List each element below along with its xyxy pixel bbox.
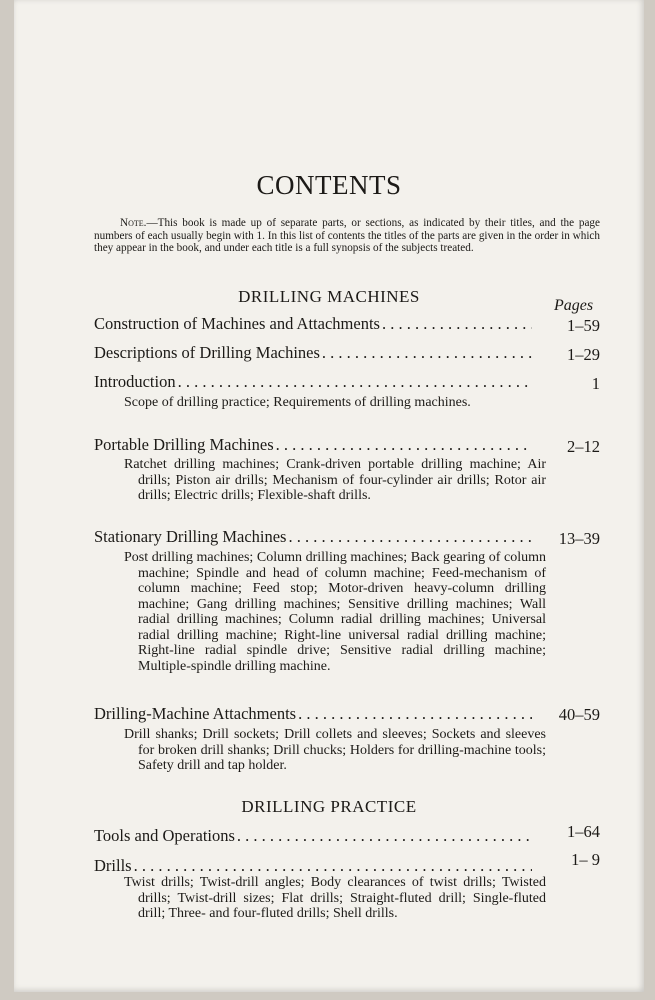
pages-column-label: Pages	[554, 297, 594, 314]
toc-entry-title: Drilling-Machine Attachments	[94, 704, 297, 723]
toc-entry-introduction[interactable]	[94, 372, 532, 392]
toc-entry-title: Descriptions of Drilling Machines	[94, 343, 320, 362]
dot-leader	[134, 856, 532, 876]
toc-entry-synopsis: Ratchet drilling machines; Crank-driven portable drilling machine; Air drills; Piston air drills; Mechanism of four-cylinder air drills; Rotor air drills; Electric drills; Flexible-shaft drills.	[124, 457, 546, 503]
toc-entry-pages: 13–39	[558, 529, 600, 548]
section-heading-drilling-machines: DRILLING MACHINES	[238, 287, 420, 306]
dot-leader	[298, 704, 532, 724]
note-text: —This book is made up of separate parts, or sections, as indicated by their titles, and the page numbers of each usually begin with 1. In this list of contents the titles of the parts are given in the order in which they appear in the book, and under each title is a full synopsis of the subjects treated.	[94, 217, 600, 254]
toc-entry-title: Introduction	[94, 372, 176, 391]
toc-entry-synopsis: Twist drills; Twist-drill angles; Body clearances of twist drills; Twisted drills; Twist-drill sizes; Flat drills; Straight-fluted drill; Single-fluted drill; Three- and four-fluted drills; Shell drills.	[124, 875, 546, 921]
toc-entry-title: Tools and Operations	[94, 826, 235, 845]
note-lead: Note.	[120, 217, 147, 229]
dot-leader	[237, 826, 532, 846]
dot-leader	[276, 435, 532, 455]
toc-entry-pages: 1–64	[567, 822, 600, 841]
section-heading-drilling-practice: DRILLING PRACTICE	[241, 797, 417, 816]
dot-leader	[178, 372, 532, 392]
toc-entry-title: Stationary Drilling Machines	[94, 527, 287, 546]
toc-entry-descriptions[interactable]	[94, 343, 532, 363]
toc-entry-synopsis: Post drilling machines; Column drilling machines; Back gearing of column machine; Spindle and head of column machine; Feed-mechanism of column machine; Feed stop; Motor-driven heavy-column drilling machine; Gang drilling machines; Sensitive drilling machines; Wall radial drilling machines; Column radial drilling machines; Universal radial drilling machine; Right-line universal radial drilling machine; Right-line radial spindle drive; Sensitive radial drilling machine; Multiple-spindle drilling machine.	[124, 550, 546, 674]
toc-entry-title: Portable Drilling Machines	[94, 435, 274, 454]
toc-entry-pages: 1–29	[567, 345, 600, 364]
toc-entry-pages: 40–59	[558, 705, 600, 724]
dot-leader	[382, 314, 532, 334]
dot-leader	[288, 527, 532, 547]
toc-entry-drills[interactable]	[94, 856, 532, 876]
page-title: CONTENTS	[256, 170, 402, 200]
toc-entry-pages: 1–59	[567, 316, 600, 335]
toc-entry-title: Construction of Machines and Attachments	[94, 314, 380, 333]
toc-entry-tools-operations[interactable]	[94, 826, 532, 846]
toc-entry-pages: 2–12	[567, 437, 600, 456]
note-paragraph	[94, 217, 600, 255]
toc-entry-pages: 1	[591, 374, 600, 393]
toc-entry-pages: 1– 9	[571, 850, 600, 869]
toc-entry-attachments[interactable]	[94, 704, 532, 724]
toc-entry-synopsis: Scope of drilling practice; Requirements of drilling machines.	[124, 395, 471, 410]
toc-entry-construction[interactable]	[94, 314, 532, 334]
dot-leader	[322, 343, 532, 363]
toc-entry-title: Drills	[94, 856, 132, 875]
toc-entry-portable[interactable]	[94, 435, 532, 455]
book-page	[14, 0, 644, 992]
toc-entry-synopsis: Drill shanks; Drill sockets; Drill collets and sleeves; Sockets and sleeves for broken drill shanks; Drill chucks; Holders for drilling-machine tools; Safety drill and tap holder.	[124, 727, 546, 773]
toc-entry-stationary[interactable]	[94, 527, 532, 547]
